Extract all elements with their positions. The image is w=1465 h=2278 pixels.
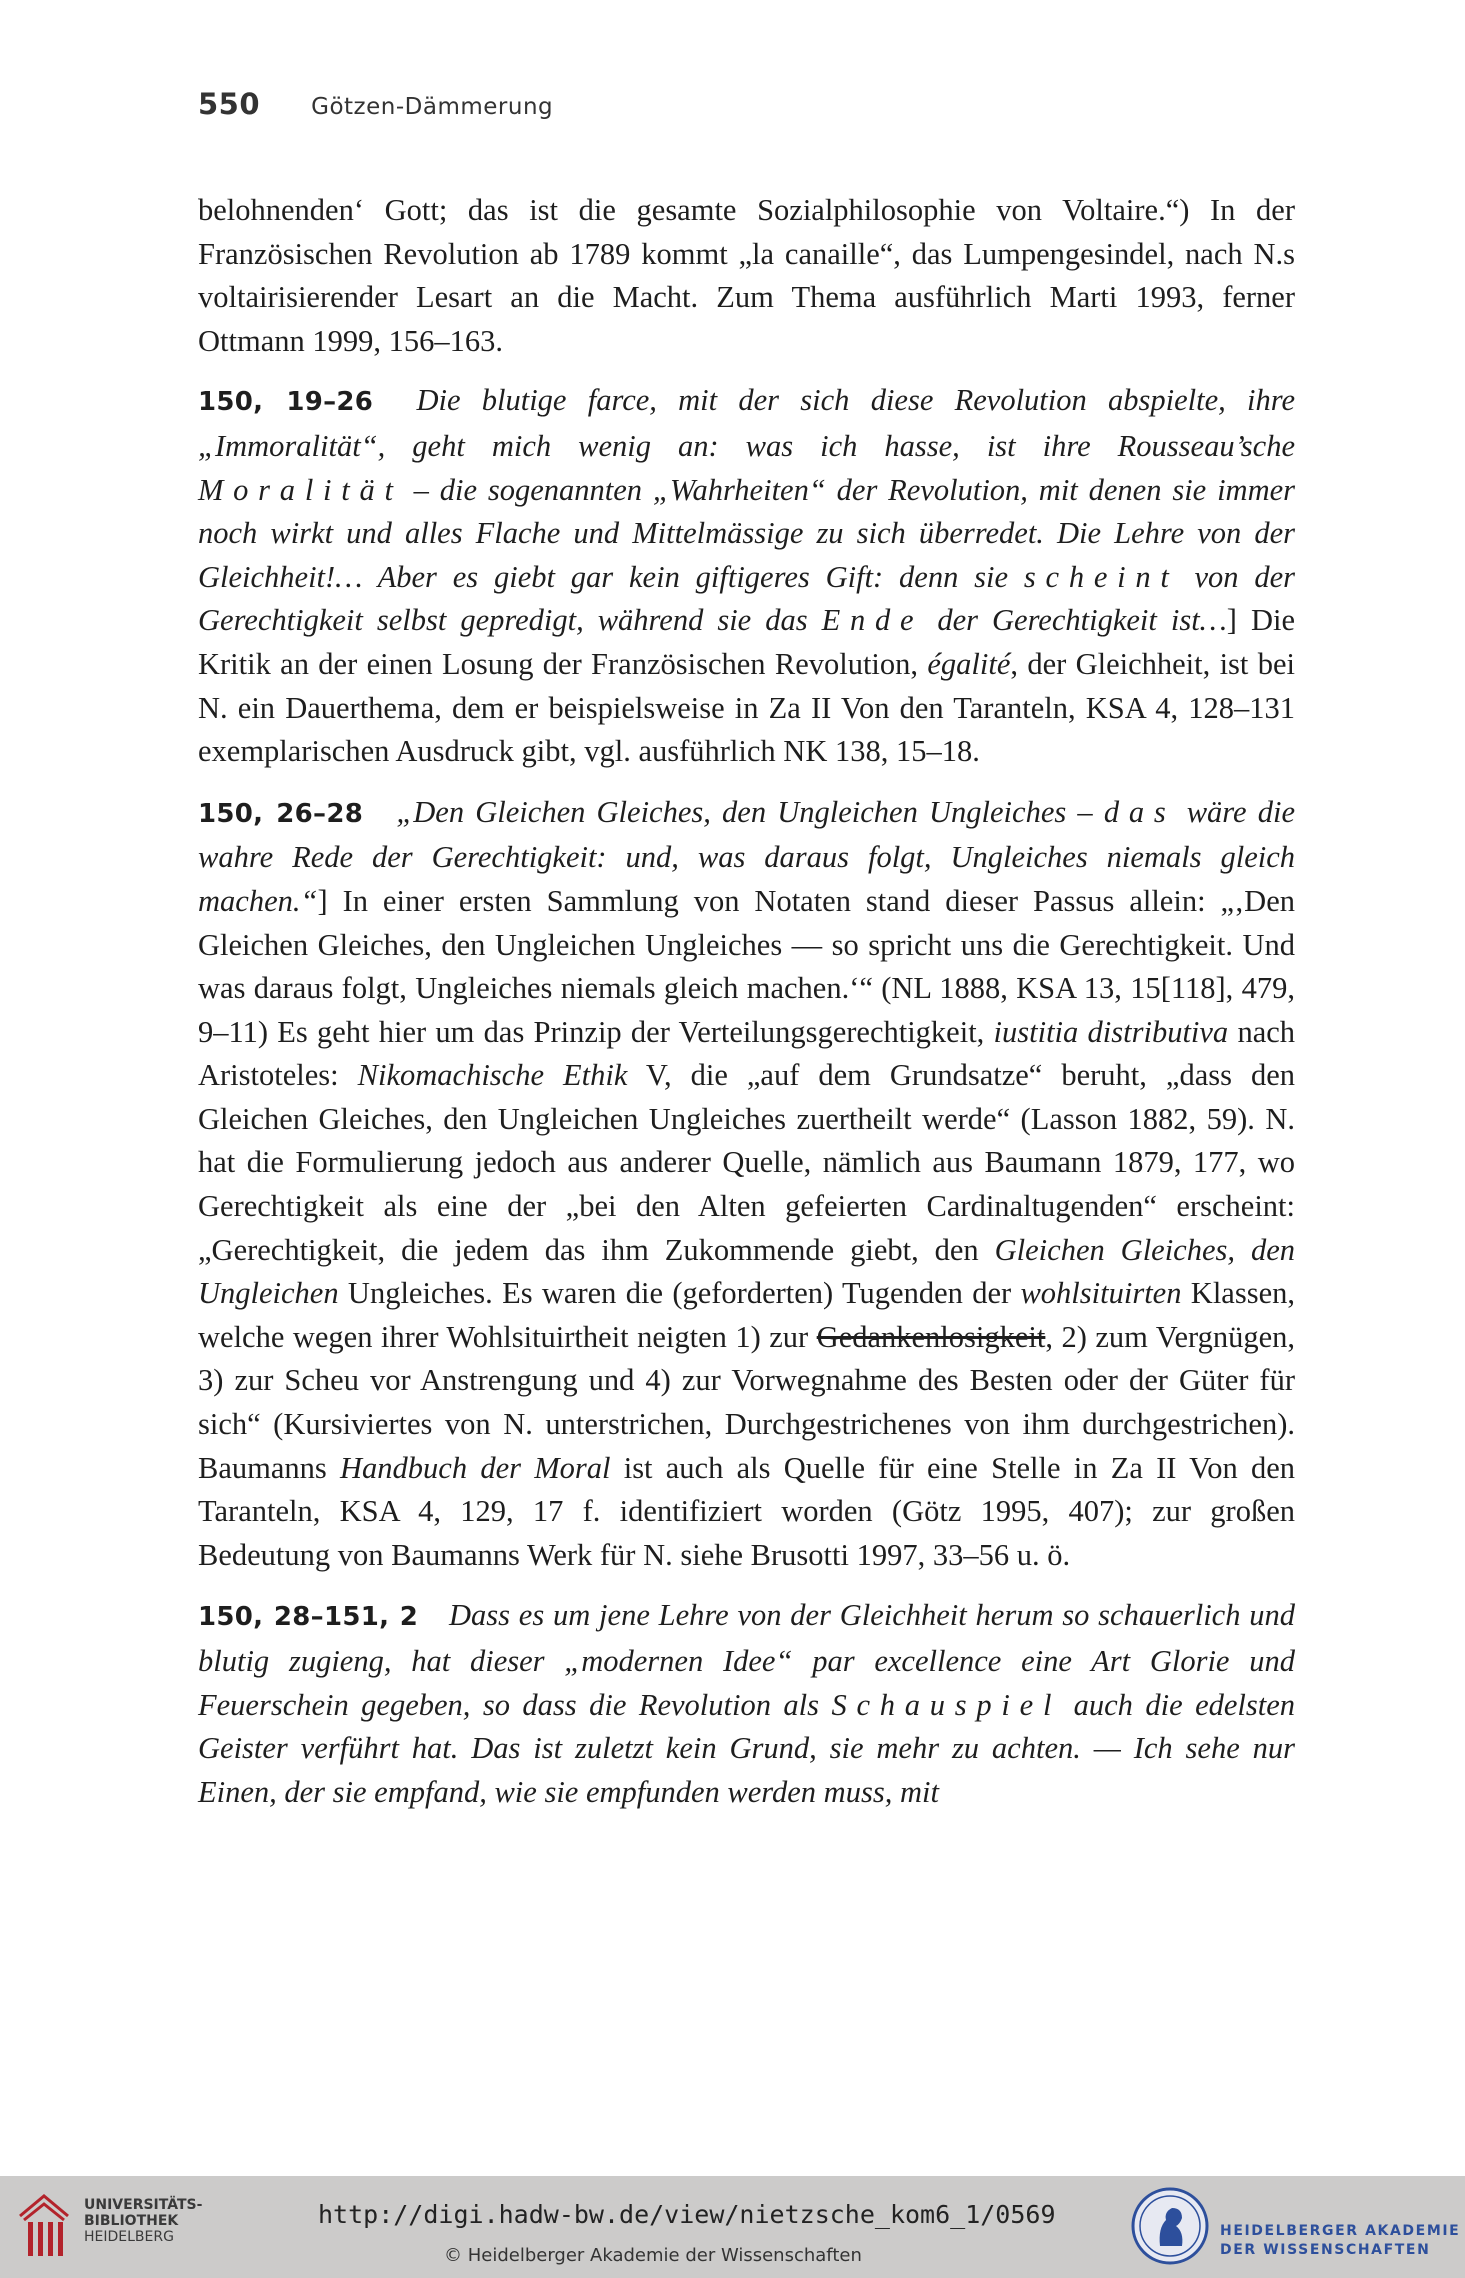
commentary-body xyxy=(198,189,1295,1831)
running-title: Götzen-Dämmerung xyxy=(311,94,554,120)
line-reference: 150, 28–151, 2 xyxy=(198,1602,419,1633)
paragraph-continuation: belohnenden‘ Gott; das ist die gesamte Sozialphilosophie von Voltaire.“) In der Französischen Revolution ab 1789 kommt „la canaille“, das Lumpengesindel, nach N.s voltairisierender Lesart an die Macht. Zum Thema ausführlich Marti 1993, ferner Ottmann 1999, 156–163. xyxy=(198,193,1295,358)
lemma: Die blutige farce, mit der sich diese Revolution abspielte, ihre „Immoralität“, geht mich wenig an: was ich hasse, ist ihre Rousseau’sche Moralität – die sogenannten „Wahrheiten“ der Revolution, mit denen sie immer noch wirkt und alles Flache und Mittelmässige zu sich überredet. Die Lehre von der Gleichheit!… Aber es giebt gar kein giftigeres Gift: denn sie scheint von der Gerechtigkeit selbst gepredigt, während sie das Ende der Gerechtigkeit ist… xyxy=(198,383,1296,638)
lemma: Dass es um jene Lehre von der Gleichheit herum so schauerlich und blutig zugieng, hat dieser „modernen Idee“ par excellence eine Art Glorie und Feuerschein gegeben, so dass die Revolution als Schauspiel auch die edelsten Geister verführt hat. Das ist zuletzt kein Grund, sie mehr zu achten. — Ich sehe nur Einen, der sie empfand, wie sie empfunden werden muss, mit xyxy=(198,1598,1296,1809)
page-number: 550 xyxy=(198,87,261,121)
academy-seal-icon xyxy=(1130,2186,1210,2266)
lemma: „Den Gleichen Gleiches, den Ungleichen Ungleiches – das wäre die wahre Rede der Gerechtigkeit: und, was daraus folgt, Ungleiches niemals gleich machen.“ xyxy=(198,794,1296,918)
commentary-entry: 150, 19–26 Die blutige farce, mit der sich diese Revolution abspielte, ihre „Immoralität“, geht mich wenig an: was ich hasse, ist ihre Rousseau’sche Moralität – die sogenannten „Wahrheiten“ der Revolution, mit denen sie immer noch wirkt und alles Flache und Mittelmässige zu sich überredet. Die Lehre von der Gleichheit!… Aber es giebt gar kein giftigeres Gift: denn sie scheint von der Gerechtigkeit selbst gepredigt, während sie das Ende der Gerechtigkeit ist…] Die Kritik an der einen Losung der Französischen Revolution, égalité, der Gleichheit, ist bei N. ein Dauerthema, dem er beispielsweise in Za II Von den Taranteln, KSA 4, 128–131 exemplarischen Ausdruck gibt, vgl. ausführlich NK 138, 15–18. xyxy=(198,383,1296,769)
line-reference: 150, 19–26 xyxy=(198,387,374,418)
line-reference: 150, 26–28 xyxy=(198,798,364,829)
commentary-text: In einer ersten Sammlung von Notaten stand dieser Passus allein: „‚Den Gleichen Gleiches, den Ungleichen Ungleiches — so spricht uns die Gerechtigkeit. Und was daraus folgt, Ungleiches niemals gleich machen.‘“ (NL 1888, KSA 13, 15[118], 479, 9–11) Es geht hier um das Prinzip der Verteilungsgerechtigkeit, iustitia distributiva nach Aristoteles: Nikomachische Ethik V, die „auf dem Grundsatze“ beruht, „dass den Gleichen Gleiches, den Ungleichen Ungleiches zuertheilt werde“ (Lasson 1882, 59). N. hat die Formulierung jedoch aus anderer Quelle, nämlich aus Baumann 1879, 177, wo Gerechtigkeit als eine der „bei den Alten gefeierten Cardinaltugenden“ erscheint: „Gerechtigkeit, die jedem das ihm Zukommende giebt, den Gleichen Gleiches, den Ungleichen Ungleiches. Es waren die (geforderten) Tugenden der wohlsituirten Klassen, welche wegen ihrer Wohlsituirtheit neigten 1) zur Gedankenlosigkeit, 2) zum Vergnügen, 3) zur Scheu vor Anstrengung und 4) zur Vorwegnahme des Besten oder der Güter für sich“ (Kursiviertes von N. unterstrichen, Durchgestrichenes von ihm durchgestrichen). Baumanns Handbuch der Moral ist auch als Quelle für eine Stelle in Za II Von den Taranteln, KSA 4, 129, 17 f. identifiziert worden (Götz 1995, 407); zur großen Bedeutung von Baumanns Werk für N. siehe Brusotti 1997, 33–56 u. ö. xyxy=(198,883,1296,1572)
struck-word: Gedankenlosigkeit xyxy=(816,1319,1046,1354)
commentary-entry: 150, 26–28 „Den Gleichen Gleiches, den Ungleichen Ungleiches – das wäre die wahre Rede der Gerechtigkeit: und, was daraus folgt, Ungleiches niemals gleich machen.“] In einer ersten Sammlung von Notaten stand dieser Passus allein: „‚Den Gleichen Gleiches, den Ungleichen Ungleiches — so spricht uns die Gerechtigkeit. Und was daraus folgt, Ungleiches niemals gleich machen.‘“ (NL 1888, KSA 13, 15[118], 479, 9–11) Es geht hier um das Prinzip der Verteilungsgerechtigkeit, iustitia distributiva nach Aristoteles: Nikomachische Ethik V, die „auf dem Grundsatze“ beruht, „dass den Gleichen Gleiches, den Ungleichen Ungleiches zuertheilt werde“ (Lasson 1882, 59). N. hat die Formulierung jedoch aus anderer Quelle, nämlich aus Baumann 1879, 177, wo Gerechtigkeit als eine der „bei den Alten gefeierten Cardinaltugenden“ erscheint: „Gerechtigkeit, die jedem das ihm Zukommende giebt, den Gleichen Gleiches, den Ungleichen Ungleiches. Es waren die (geforderten) Tugenden der wohlsituirten Klassen, welche wegen ihrer Wohlsituirtheit neigten 1) zur Gedankenlosigkeit, 2) zum Vergnügen, 3) zur Scheu vor Anstrengung und 4) zur Vorwegnahme des Besten oder der Güter für sich“ (Kursiviertes von N. unterstrichen, Durchgestrichenes von ihm durchgestrichen). Baumanns Handbuch der Moral ist auch als Quelle für eine Stelle in Za II Von den Taranteln, KSA 4, 129, 17 f. identifiziert worden (Götz 1995, 407); zur großen Bedeutung von Baumanns Werk für N. siehe Brusotti 1997, 33–56 u. ö. xyxy=(198,794,1296,1572)
copyright-notice: © Heidelberger Akademie der Wissenschaften xyxy=(444,2245,862,2266)
commentary-entry xyxy=(198,1594,1295,1814)
running-header xyxy=(198,87,553,121)
university-library-name: UNIVERSITÄTS- BIBLIOTHEK HEIDELBERG xyxy=(84,2197,203,2245)
academy-name: HEIDELBERGER AKADEMIE DER WISSENSCHAFTEN xyxy=(1220,2223,1461,2258)
university-library-logo-icon xyxy=(14,2188,78,2262)
source-url-link[interactable]: http://digi.hadw-bw.de/view/nietzsche_kom6_1/0569 xyxy=(318,2200,1056,2229)
commentary-text: Die Kritik an der einen Losung der Französischen Revolution, égalité, der Gleichheit, ist bei N. ein Dauerthema, dem er beispielsweise in Za II Von den Taranteln, KSA 4, 128–131 exemplarischen Ausdruck gibt, vgl. ausführlich NK 138, 15–18. xyxy=(198,603,1296,769)
